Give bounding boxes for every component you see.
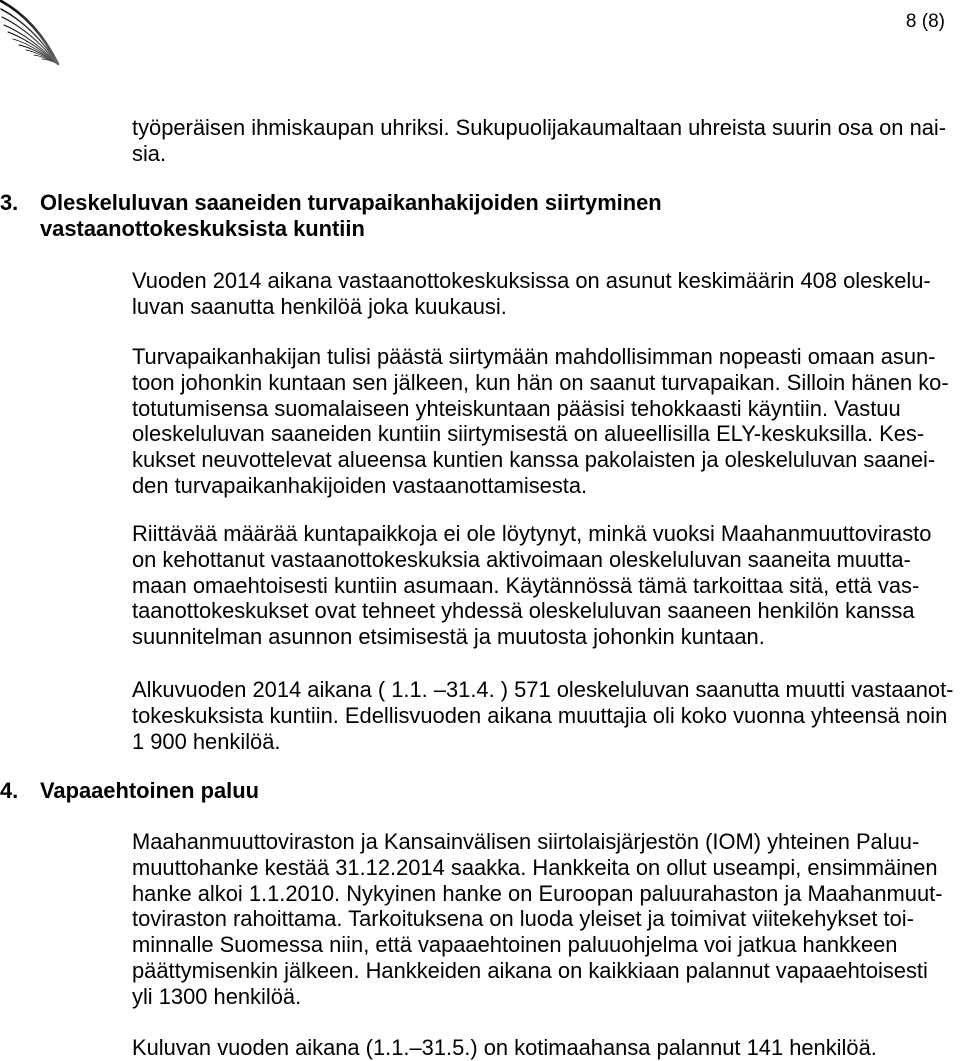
text-line: oleskeluluvan saaneiden kuntiin siirtymisestä on alueellisilla ELY-keskuksilla. Kes- bbox=[132, 421, 925, 447]
text-line: sia. bbox=[132, 140, 167, 166]
text-line: päättymisenkin jälkeen. Hankkeiden aikana on kaikkiaan palannut vapaaehtoisesti bbox=[132, 957, 928, 983]
text-line: toviraston rahoittama. Tarkoituksena on luoda yleiset ja toimivat viitekehykset toi- bbox=[132, 906, 914, 932]
text-line: yli 1300 henkilöä. bbox=[132, 983, 302, 1009]
intro-paragraph bbox=[132, 115, 946, 167]
heading-line: Oleskeluluvan saaneiden turvapaikanhakijoiden siirtyminen bbox=[40, 190, 662, 215]
heading-line: Vapaaehtoinen paluu bbox=[40, 778, 259, 803]
paragraph bbox=[132, 1035, 877, 1061]
text-line: Turvapaikanhakijan tulisi päästä siirtymään mahdollisimman nopeasti omaan asun- bbox=[132, 344, 936, 369]
section-title bbox=[0, 778, 259, 804]
text-line: hanke alkoi 1.1.2010. Nykyinen hanke on Euroopan paluurahaston ja Maahanmuut- bbox=[132, 880, 943, 906]
text-line: Maahanmuuttoviraston ja Kansainvälisen siirtolaisjärjestön (IOM) yhteinen Paluu- bbox=[132, 829, 920, 854]
text-line: Vuoden 2014 aikana vastaanottokeskuksissa on asunut keskimäärin 408 oleskelu- bbox=[132, 268, 931, 293]
text-line: Riittävää määrää kuntapaikkoja ei ole löytynyt, minkä vuoksi Maahanmuuttovirasto bbox=[132, 521, 932, 546]
wing-logo-icon bbox=[0, 0, 62, 68]
text-line: totutumisensa suomalaiseen yhteiskuntaan pääsisi tehokkaasti käyntiin. Vastuu bbox=[132, 395, 901, 421]
text-line: maan omaehtoisesti kuntiin asumaan. Käytännössä tämä tarkoittaa sitä, että vas- bbox=[132, 572, 920, 598]
text-line: 1 900 henkilöä. bbox=[132, 728, 281, 754]
text-line: muuttohanke kestää 31.12.2014 saakka. Hankkeita on ollut useampi, ensimmäinen bbox=[132, 854, 938, 880]
section-title bbox=[0, 190, 662, 242]
text-line: luvan saanutta henkilöä joka kuukausi. bbox=[132, 293, 507, 319]
paragraph bbox=[132, 677, 953, 754]
paragraph bbox=[132, 829, 943, 1010]
paragraph bbox=[132, 344, 949, 499]
section-4-heading bbox=[0, 778, 259, 804]
heading-line: vastaanottokeskuksista kuntiin bbox=[40, 215, 365, 241]
section-number: 4. bbox=[0, 778, 19, 803]
text-line: Alkuvuoden 2014 aikana ( 1.1. –31.4. ) 571 oleskeluluvan saanutta muutti vastaanot- bbox=[132, 677, 954, 702]
text-line: den turvapaikanhakijoiden vastaanottamisesta. bbox=[132, 472, 588, 498]
text-line: työperäisen ihmiskaupan uhriksi. Sukupuolijakaumaltaan uhreista suurin osa on nai- bbox=[132, 115, 947, 140]
section-number: 3. bbox=[0, 190, 19, 215]
text-line: tokeskuksista kuntiin. Edellisvuoden aikana muuttajia oli koko vuonna yhteensä noin bbox=[132, 702, 948, 728]
text-line: kukset neuvottelevat alueensa kuntien kanssa pakolaisten ja oleskeluluvan saanei- bbox=[132, 447, 936, 473]
paragraph bbox=[132, 521, 931, 650]
section-3-heading bbox=[0, 190, 662, 242]
text-line: suunnitelman asunnon etsimisestä ja muutosta johonkin kuntaan. bbox=[132, 624, 765, 650]
text-line: on kehottanut vastaanottokeskuksia aktivoimaan oleskeluluvan saaneita muutta- bbox=[132, 546, 911, 572]
text-line: Kuluvan vuoden aikana (1.1.–31.5.) on kotimaahansa palannut 141 henkilöä. bbox=[132, 1035, 877, 1060]
text-line: minnalle Suomessa niin, että vapaaehtoinen paluuohjelma voi jatkua hankkeen bbox=[132, 932, 898, 958]
paragraph bbox=[132, 268, 931, 320]
page-number: 8 (8) bbox=[905, 11, 945, 32]
text-line: taanottokeskukset ovat tehneet yhdessä oleskeluluvan saaneen henkilön kanssa bbox=[132, 598, 915, 624]
text-line: toon johonkin kuntaan sen jälkeen, kun hän on saanut turvapaikan. Silloin hänen ko- bbox=[132, 369, 949, 395]
